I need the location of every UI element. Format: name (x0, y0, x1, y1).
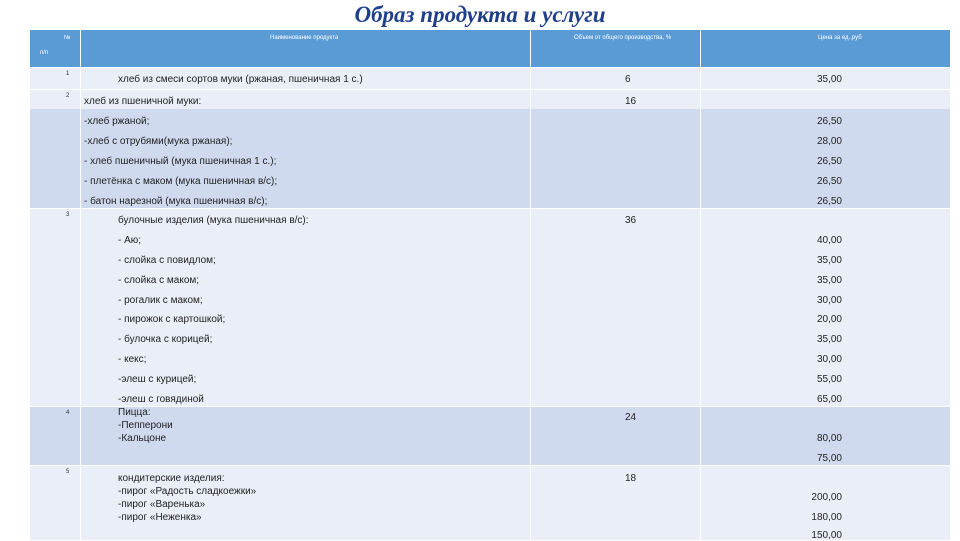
row-number: 5 (66, 469, 70, 475)
volume-value: 16 (625, 96, 637, 107)
product-item: - батон нарезной (мука пшеничная в/с); (84, 196, 268, 207)
price-value: 26,50 (816, 156, 842, 167)
product-item: -элеш с курицей; (118, 374, 197, 385)
price-value: 40,00 (816, 235, 842, 246)
product-name: хлеб из смеси сортов муки (ржаная, пшеничная 1 с.) (118, 74, 363, 85)
price-value: 180,00 (811, 512, 842, 523)
product-item: -хлеб ржаной; (84, 116, 150, 127)
price-value: 75,00 (816, 453, 842, 464)
product-name: Пицца: -Пепперони -Кальцоне (118, 407, 173, 444)
price-value: 35,00 (816, 334, 842, 345)
product-name: хлеб из пшеничной муки: (84, 96, 202, 107)
price-value: 30,00 (816, 295, 842, 306)
header-volume: Объем от общего производства, % (574, 35, 672, 41)
price-value: 28,00 (816, 136, 842, 147)
header-number-sub: п/п (40, 50, 49, 56)
price-value: 26,50 (816, 196, 842, 207)
product-item: - булочка с корицей; (118, 334, 213, 345)
table-header (30, 30, 950, 67)
product-item: - кекс; (118, 354, 147, 365)
price-value: 30,00 (816, 354, 842, 365)
product-item: - Аю; (118, 235, 142, 246)
product-item: - плетёнка с маком (мука пшеничная в/с); (84, 176, 278, 187)
price-value: 200,00 (811, 492, 842, 503)
price-value: 55,00 (816, 374, 842, 385)
page-title: Образ продукта и услуги (354, 2, 606, 27)
product-name: булочные изделия (мука пшеничная в/с): (118, 215, 309, 226)
price-value: 65,00 (816, 394, 842, 405)
price-value: 26,50 (816, 176, 842, 187)
row-number: 4 (66, 410, 70, 416)
volume-value: 36 (625, 215, 637, 226)
volume-value: 6 (625, 74, 631, 85)
price-value: 35,00 (816, 255, 842, 266)
product-item: - пирожок с картошкой; (118, 314, 226, 325)
price-value: 35,00 (816, 275, 842, 286)
price-value: 35,00 (816, 74, 842, 85)
header-product-name: Наименование продукта (270, 35, 339, 41)
product-item: - слойка с повидлом; (118, 255, 216, 266)
product-item: - рогалик с маком; (118, 295, 203, 306)
volume-value: 24 (625, 412, 637, 423)
volume-value: 18 (625, 473, 637, 484)
header-number: № (64, 35, 71, 41)
price-value: 20,00 (816, 314, 842, 325)
product-item: -элеш с говядиной (118, 394, 204, 405)
product-item: - хлеб пшеничный (мука пшеничная 1 с.); (84, 156, 277, 167)
header-price: Цена за ед.,руб (818, 35, 862, 41)
row-number: 3 (66, 212, 70, 218)
product-item: -хлеб с отрубями(мука ржаная); (84, 136, 233, 147)
price-value: 26,50 (816, 116, 842, 127)
price-value: 80,00 (816, 433, 842, 444)
product-item: - слойка с маком; (118, 275, 200, 286)
row-number: 1 (66, 71, 70, 77)
row-number: 2 (66, 93, 70, 99)
price-value: 150,00 (811, 530, 842, 541)
product-name: кондитерские изделия: -пирог «Радость сладкоежки» -пирог «Варенька» -пирог «Неженка» (118, 473, 257, 523)
